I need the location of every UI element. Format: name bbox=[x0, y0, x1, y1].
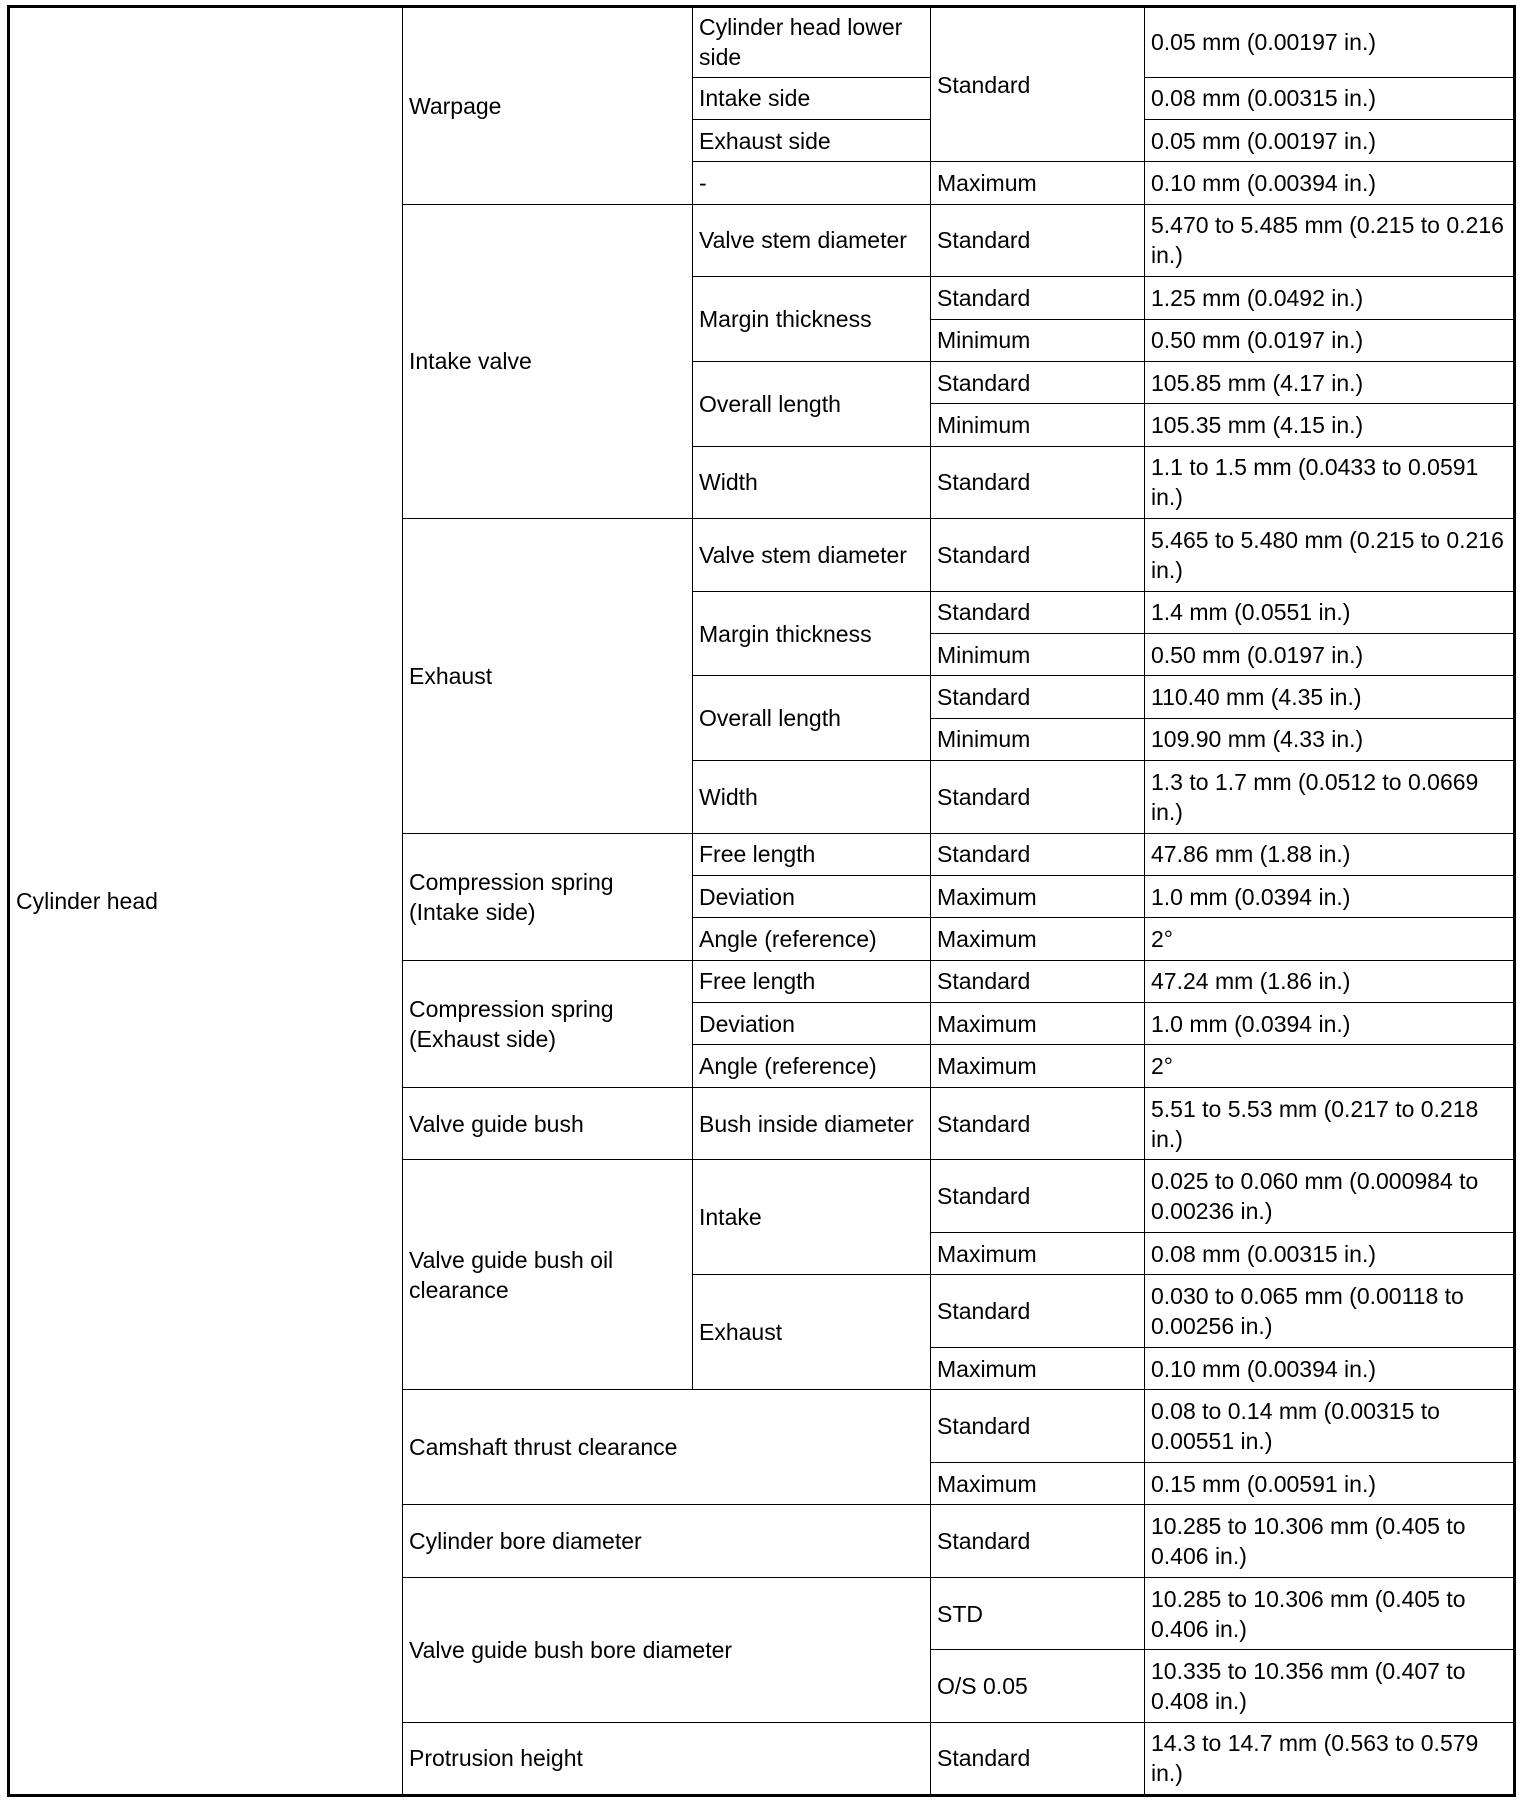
type-cell: Standard bbox=[931, 960, 1145, 1002]
subitem-cell: Overall length bbox=[693, 361, 931, 446]
type-cell: Standard bbox=[931, 1505, 1145, 1578]
subitem-cell: Intake side bbox=[693, 77, 931, 119]
type-cell: Standard bbox=[931, 277, 1145, 319]
value-cell: 1.0 mm (0.0394 in.) bbox=[1145, 1003, 1515, 1045]
item-cell: Camshaft thrust clearance bbox=[403, 1390, 931, 1505]
type-cell: Standard bbox=[931, 519, 1145, 592]
type-cell: Standard bbox=[931, 676, 1145, 718]
value-cell: 0.50 mm (0.0197 in.) bbox=[1145, 319, 1515, 361]
value-cell: 0.030 to 0.065 mm (0.00118 to 0.00256 in.) bbox=[1145, 1275, 1515, 1348]
value-cell: 5.470 to 5.485 mm (0.215 to 0.216 in.) bbox=[1145, 204, 1515, 277]
type-cell: Maximum bbox=[931, 162, 1145, 204]
value-cell: 1.1 to 1.5 mm (0.0433 to 0.0591 in.) bbox=[1145, 446, 1515, 519]
value-cell: 105.35 mm (4.15 in.) bbox=[1145, 404, 1515, 446]
type-cell: Standard bbox=[931, 361, 1145, 403]
subitem-cell: Free length bbox=[693, 960, 931, 1002]
value-cell: 10.285 to 10.306 mm (0.405 to 0.406 in.) bbox=[1145, 1505, 1515, 1578]
item-cell: Valve guide bush bbox=[403, 1087, 693, 1160]
type-cell: Minimum bbox=[931, 404, 1145, 446]
subitem-cell: Intake bbox=[693, 1160, 931, 1275]
type-cell: Standard bbox=[931, 446, 1145, 519]
item-cell: Intake valve bbox=[403, 204, 693, 519]
type-cell: Standard bbox=[931, 1390, 1145, 1463]
type-cell: Standard bbox=[931, 761, 1145, 834]
value-cell: 110.40 mm (4.35 in.) bbox=[1145, 676, 1515, 718]
value-cell: 0.10 mm (0.00394 in.) bbox=[1145, 162, 1515, 204]
subitem-cell: Valve stem diameter bbox=[693, 204, 931, 277]
value-cell: 0.08 to 0.14 mm (0.00315 to 0.00551 in.) bbox=[1145, 1390, 1515, 1463]
value-cell: 105.85 mm (4.17 in.) bbox=[1145, 361, 1515, 403]
type-cell: Standard bbox=[931, 1275, 1145, 1348]
value-cell: 0.05 mm (0.00197 in.) bbox=[1145, 7, 1515, 78]
value-cell: 47.86 mm (1.88 in.) bbox=[1145, 833, 1515, 875]
type-cell: Standard bbox=[931, 1160, 1145, 1233]
type-cell: Minimum bbox=[931, 718, 1145, 760]
type-cell: O/S 0.05 bbox=[931, 1650, 1145, 1723]
item-cell: Compression spring (Intake side) bbox=[403, 833, 693, 960]
value-cell: 0.15 mm (0.00591 in.) bbox=[1145, 1462, 1515, 1504]
value-cell: 0.08 mm (0.00315 in.) bbox=[1145, 77, 1515, 119]
value-cell: 0.10 mm (0.00394 in.) bbox=[1145, 1347, 1515, 1389]
subitem-cell: Exhaust side bbox=[693, 119, 931, 161]
item-cell: Compression spring (Exhaust side) bbox=[403, 960, 693, 1087]
type-cell: Maximum bbox=[931, 1347, 1145, 1389]
type-cell: Maximum bbox=[931, 876, 1145, 918]
type-cell: STD bbox=[931, 1577, 1145, 1650]
type-cell: Standard bbox=[931, 591, 1145, 633]
subitem-cell: Exhaust bbox=[693, 1275, 931, 1390]
type-cell: Maximum bbox=[931, 1462, 1145, 1504]
type-cell: Standard bbox=[931, 7, 1145, 162]
subitem-cell: Valve stem diameter bbox=[693, 519, 931, 592]
item-cell: Valve guide bush bore diameter bbox=[403, 1577, 931, 1722]
value-cell: 1.4 mm (0.0551 in.) bbox=[1145, 591, 1515, 633]
type-cell: Standard bbox=[931, 833, 1145, 875]
subitem-cell: Width bbox=[693, 446, 931, 519]
type-cell: Standard bbox=[931, 204, 1145, 277]
subitem-cell: Margin thickness bbox=[693, 277, 931, 362]
value-cell: 1.3 to 1.7 mm (0.0512 to 0.0669 in.) bbox=[1145, 761, 1515, 834]
type-cell: Standard bbox=[931, 1722, 1145, 1795]
value-cell: 1.25 mm (0.0492 in.) bbox=[1145, 277, 1515, 319]
item-cell: Cylinder bore diameter bbox=[403, 1505, 931, 1578]
subitem-cell: Width bbox=[693, 761, 931, 834]
value-cell: 2° bbox=[1145, 918, 1515, 960]
value-cell: 0.05 mm (0.00197 in.) bbox=[1145, 119, 1515, 161]
subitem-cell: Cylinder head lower side bbox=[693, 7, 931, 78]
value-cell: 0.50 mm (0.0197 in.) bbox=[1145, 634, 1515, 676]
subitem-cell: Margin thickness bbox=[693, 591, 931, 676]
value-cell: 2° bbox=[1145, 1045, 1515, 1087]
type-cell: Maximum bbox=[931, 1232, 1145, 1274]
type-cell: Maximum bbox=[931, 1003, 1145, 1045]
subitem-cell: Free length bbox=[693, 833, 931, 875]
subitem-cell: Bush inside diameter bbox=[693, 1087, 931, 1160]
type-cell: Maximum bbox=[931, 1045, 1145, 1087]
subitem-cell: Overall length bbox=[693, 676, 931, 761]
type-cell: Minimum bbox=[931, 634, 1145, 676]
item-cell: Exhaust bbox=[403, 519, 693, 834]
category-cell: Cylinder head bbox=[9, 7, 403, 1796]
subitem-cell: Deviation bbox=[693, 876, 931, 918]
type-cell: Maximum bbox=[931, 918, 1145, 960]
value-cell: 5.51 to 5.53 mm (0.217 to 0.218 in.) bbox=[1145, 1087, 1515, 1160]
subitem-cell: Deviation bbox=[693, 1003, 931, 1045]
value-cell: 0.08 mm (0.00315 in.) bbox=[1145, 1232, 1515, 1274]
subitem-cell: - bbox=[693, 162, 931, 204]
value-cell: 10.335 to 10.356 mm (0.407 to 0.408 in.) bbox=[1145, 1650, 1515, 1723]
item-cell: Valve guide bush oil clearance bbox=[403, 1160, 693, 1390]
item-cell: Protrusion height bbox=[403, 1722, 931, 1795]
item-cell: Warpage bbox=[403, 7, 693, 205]
type-cell: Standard bbox=[931, 1087, 1145, 1160]
value-cell: 10.285 to 10.306 mm (0.405 to 0.406 in.) bbox=[1145, 1577, 1515, 1650]
value-cell: 47.24 mm (1.86 in.) bbox=[1145, 960, 1515, 1002]
spec-table bbox=[7, 5, 1516, 1797]
value-cell: 5.465 to 5.480 mm (0.215 to 0.216 in.) bbox=[1145, 519, 1515, 592]
value-cell: 14.3 to 14.7 mm (0.563 to 0.579 in.) bbox=[1145, 1722, 1515, 1795]
subitem-cell: Angle (reference) bbox=[693, 918, 931, 960]
type-cell: Minimum bbox=[931, 319, 1145, 361]
value-cell: 109.90 mm (4.33 in.) bbox=[1145, 718, 1515, 760]
value-cell: 1.0 mm (0.0394 in.) bbox=[1145, 876, 1515, 918]
value-cell: 0.025 to 0.060 mm (0.000984 to 0.00236 in.) bbox=[1145, 1160, 1515, 1233]
subitem-cell: Angle (reference) bbox=[693, 1045, 931, 1087]
